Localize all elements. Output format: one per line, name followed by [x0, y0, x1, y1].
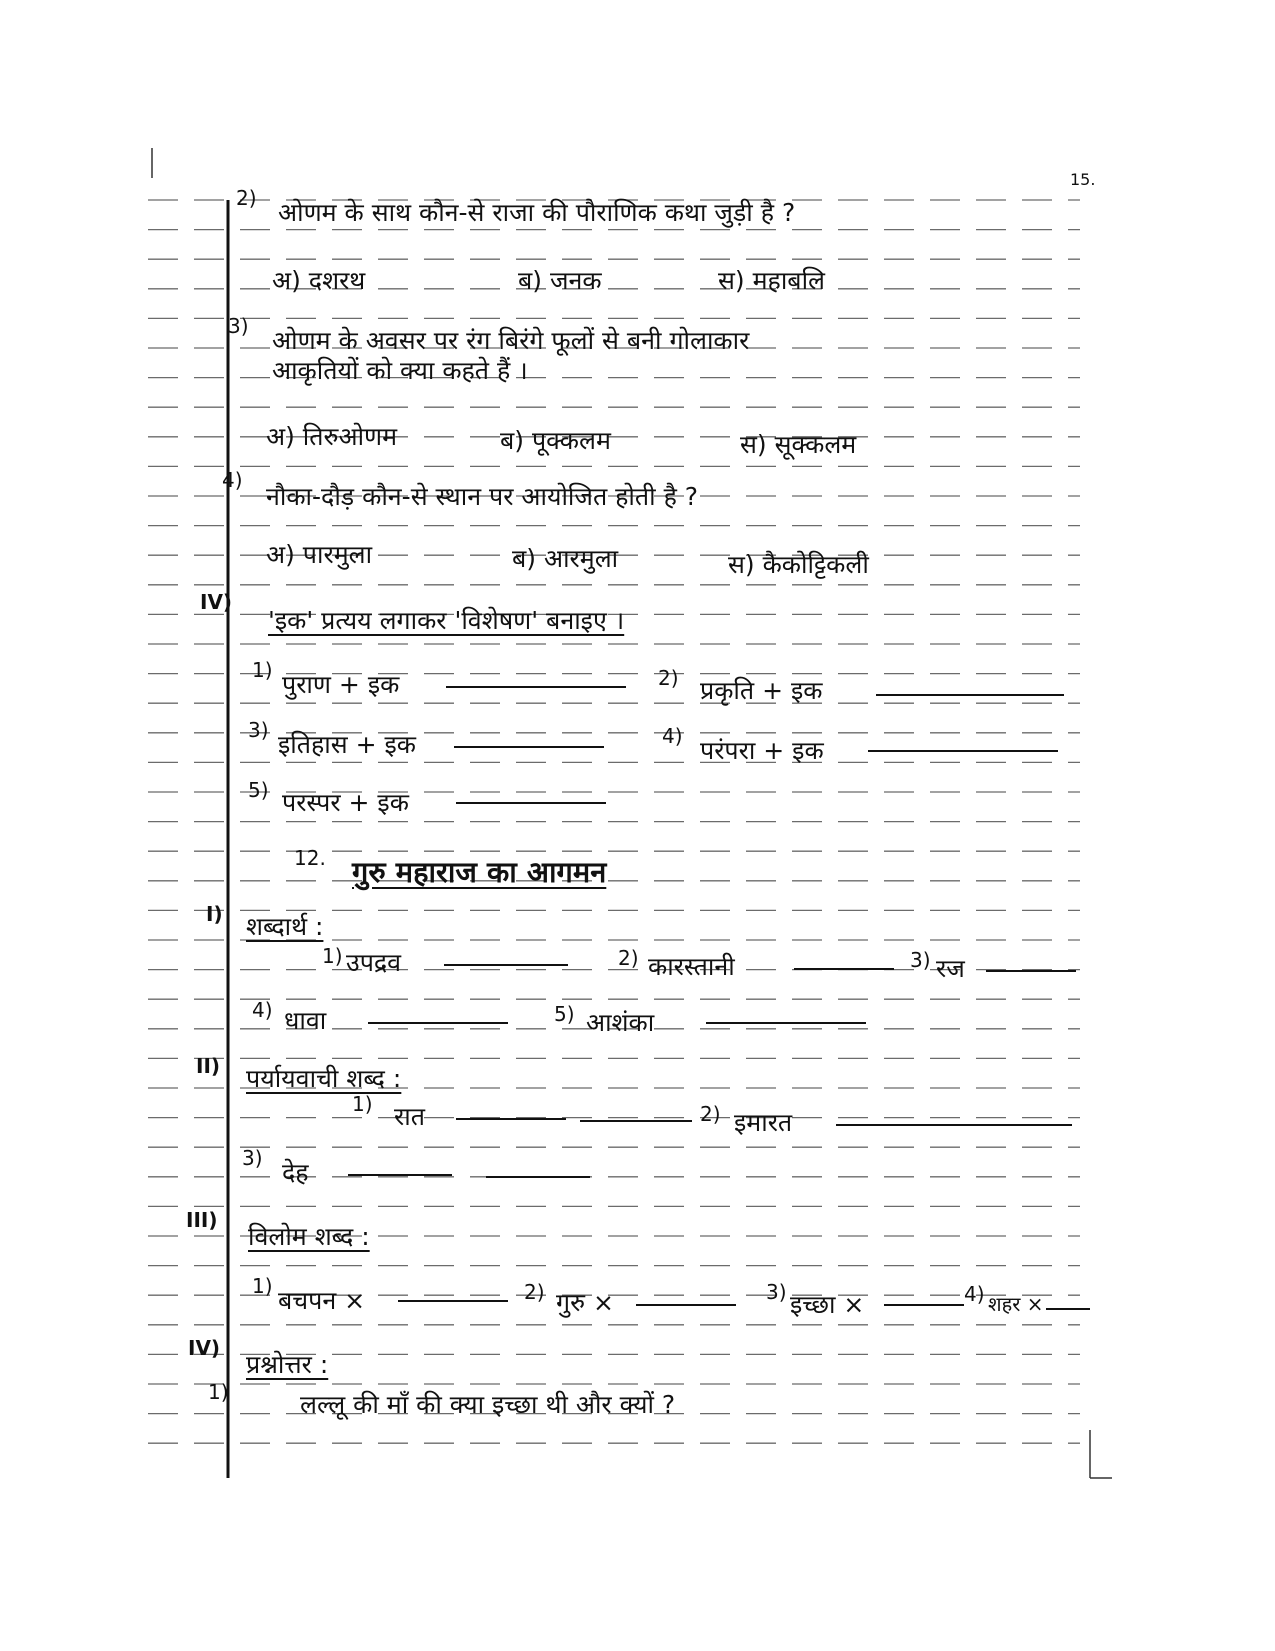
section-ii-number: II) [196, 1054, 221, 1078]
section-i-number: I) [206, 902, 223, 926]
synonym-text: इमारत [734, 1108, 793, 1137]
answer-blank[interactable] [348, 1174, 452, 1176]
antonym-text: शहर × [988, 1292, 1044, 1316]
q3-option-a: अ) तिरुओणम [266, 422, 398, 451]
antonym-number: 1) [252, 1274, 273, 1298]
suffix-item-text: पुराण + इक [282, 670, 400, 699]
answer-blank[interactable] [456, 1118, 566, 1120]
word-meaning-number: 3) [910, 948, 931, 972]
word-meaning-number: 2) [618, 946, 639, 970]
q3-text-line2: आकृतियों को क्या कहते हैं । [272, 356, 528, 385]
answer-blank[interactable] [486, 1176, 590, 1178]
word-meaning-text: कारस्तानी [648, 952, 735, 981]
section-iv-a-number: IV) [200, 590, 233, 614]
synonym-text: रात [394, 1102, 425, 1131]
section-iv-a-heading: 'इक' प्रत्यय लगाकर 'विशेषण' बनाइए । [268, 606, 625, 635]
q3-number: 3) [228, 314, 249, 338]
suffix-item-number: 4) [662, 724, 683, 748]
section-iv-b-number: IV) [188, 1336, 221, 1360]
q2-number: 2) [236, 186, 257, 210]
section-i-heading: शब्दार्थ : [246, 912, 324, 941]
suffix-item-text: प्रकृति + इक [700, 676, 823, 705]
synonym-text: देह [282, 1158, 309, 1187]
synonym-number: 2) [700, 1102, 721, 1126]
answer-blank[interactable] [868, 750, 1058, 752]
answer-blank[interactable] [636, 1304, 736, 1306]
answer-blank[interactable] [368, 1022, 508, 1024]
lesson-title: गुरु महाराज का आगमन [352, 855, 607, 889]
antonym-text: बचपन × [278, 1286, 366, 1315]
lesson-number: 12. [294, 846, 326, 870]
q4-option-b: ब) आरमुला [512, 544, 619, 573]
answer-blank[interactable] [884, 1304, 964, 1306]
qa-question-text: लल्लू की माँ की क्या इच्छा थी और क्यों ? [300, 1390, 676, 1419]
answer-blank[interactable] [398, 1300, 508, 1302]
suffix-item-number: 5) [248, 778, 269, 802]
section-ii-heading: पर्यायवाची शब्द : [246, 1064, 402, 1093]
q4-number: 4) [222, 468, 243, 492]
synonym-number: 1) [352, 1092, 373, 1116]
answer-blank[interactable] [794, 968, 894, 970]
word-meaning-number: 4) [252, 998, 273, 1022]
antonym-number: 3) [766, 1280, 787, 1304]
antonym-text: गुरु × [556, 1288, 614, 1317]
q4-text: नौका-दौड़ कौन-से स्थान पर आयोजित होती है ? [266, 482, 699, 511]
suffix-item-number: 1) [252, 658, 273, 682]
q2-option-b: ब) जनक [518, 266, 602, 295]
q4-option-c: स) कैकोट्टिकली [728, 550, 869, 579]
antonym-number: 4) [964, 1282, 985, 1306]
suffix-item-number: 3) [248, 718, 269, 742]
suffix-item-text: परस्पर + इक [282, 788, 409, 817]
synonym-number: 3) [242, 1146, 263, 1170]
answer-blank[interactable] [836, 1124, 1072, 1126]
word-meaning-text: आशंका [586, 1008, 655, 1037]
q2-option-a: अ) दशरथ [272, 266, 366, 295]
antonym-number: 2) [524, 1280, 545, 1304]
answer-blank[interactable] [580, 1120, 692, 1122]
suffix-item-text: इतिहास + इक [278, 730, 416, 759]
q2-option-c: स) महाबलि [718, 266, 826, 295]
word-meaning-text: रज [936, 954, 965, 983]
suffix-item-number: 2) [658, 666, 679, 690]
word-meaning-text: उपद्रव [346, 948, 402, 977]
section-iii-heading: विलोम शब्द : [248, 1222, 370, 1251]
answer-blank[interactable] [446, 686, 626, 688]
page-number: 15. [1070, 170, 1096, 189]
answer-blank[interactable] [706, 1022, 866, 1024]
qa-question-number: 1) [208, 1380, 229, 1404]
answer-blank[interactable] [876, 694, 1064, 696]
q3-text-line1: ओणम के अवसर पर रंग बिरंगे फूलों से बनी गोलाकार [272, 326, 750, 355]
answer-blank[interactable] [454, 746, 604, 748]
word-meaning-number: 5) [554, 1002, 575, 1026]
answer-blank[interactable] [456, 802, 606, 804]
section-iii-number: III) [186, 1208, 218, 1232]
q3-option-c: स) सूक्कलम [740, 430, 857, 459]
q2-text: ओणम के साथ कौन-से राजा की पौराणिक कथा जुड़ी है ? [278, 198, 796, 227]
suffix-item-text: परंपरा + इक [700, 736, 824, 765]
word-meaning-number: 1) [322, 944, 343, 968]
q4-option-a: अ) पारमुला [266, 540, 373, 569]
word-meaning-text: धावा [284, 1006, 327, 1035]
answer-blank[interactable] [444, 964, 568, 966]
section-iv-b-heading: प्रश्नोत्तर : [246, 1350, 329, 1379]
answer-blank[interactable] [986, 970, 1076, 972]
q3-option-b: ब) पूक्कलम [500, 426, 611, 455]
answer-blank[interactable] [1046, 1308, 1090, 1310]
antonym-text: इच्छा × [790, 1290, 865, 1319]
